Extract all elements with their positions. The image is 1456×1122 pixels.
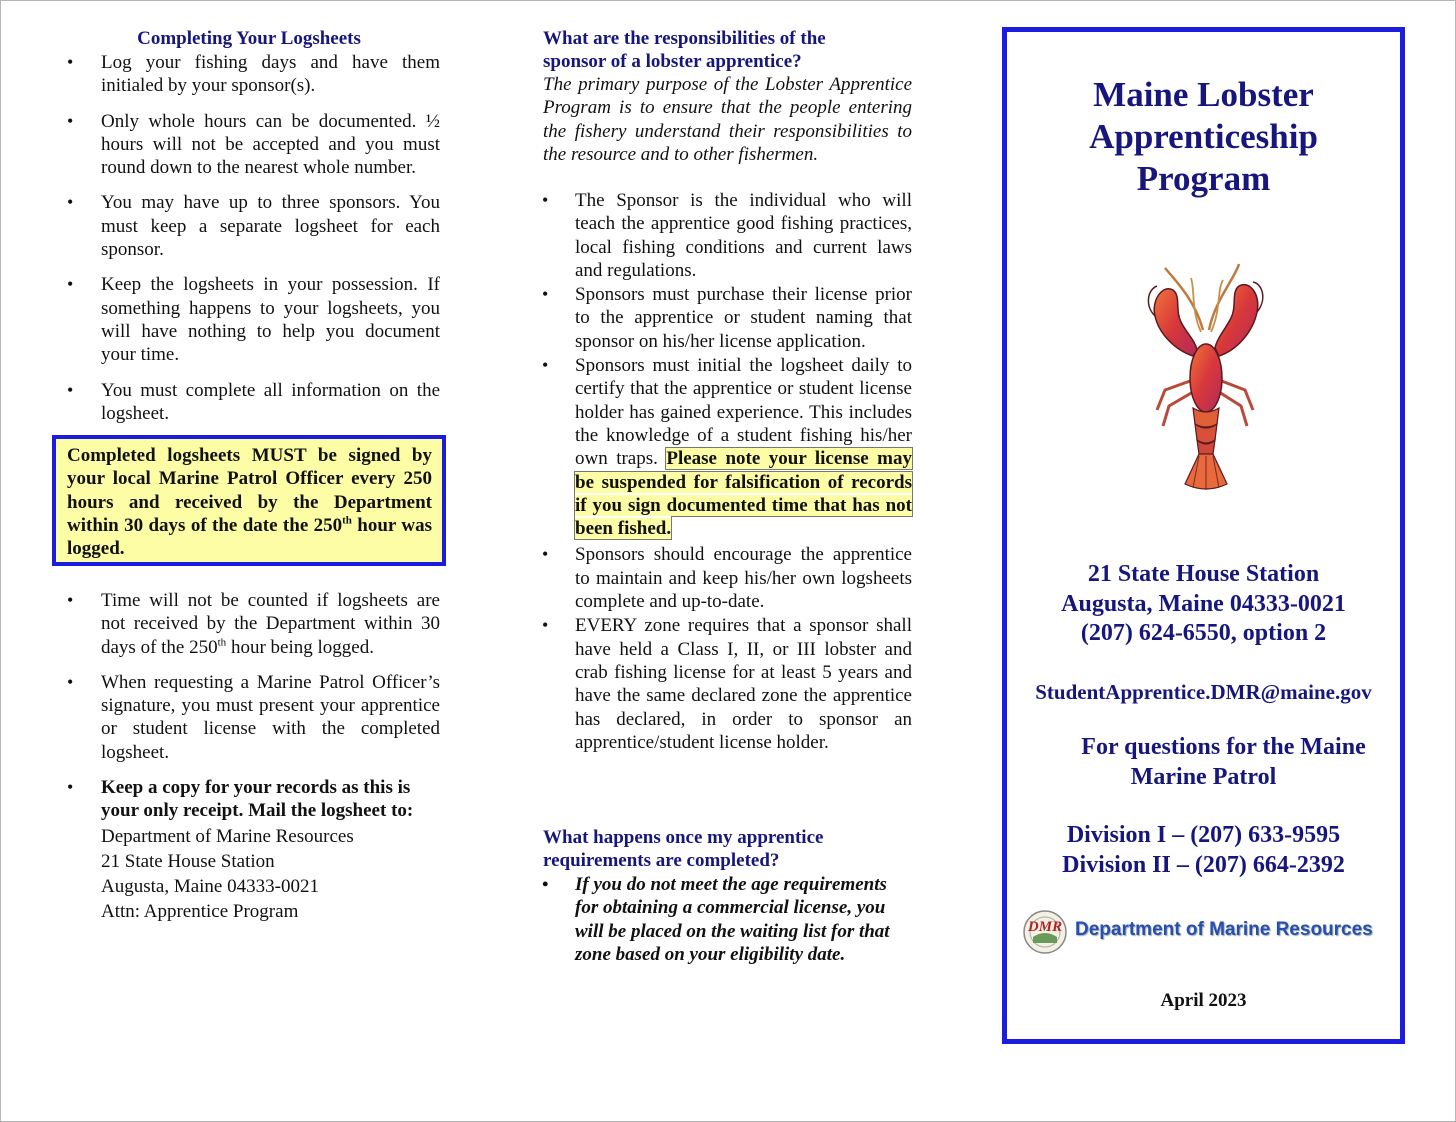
list-item: • Log your fishing days and have them initialed by your sponsor(s). — [58, 51, 440, 98]
completion-list — [540, 873, 912, 967]
heading-completing-logsheets: Completing Your Logsheets — [137, 28, 361, 49]
division-line: Division I – (207) 633-9595 — [1066, 822, 1341, 848]
marine-patrol-questions — [1007, 733, 1400, 792]
list-item — [58, 589, 440, 659]
sponsor-requirements-list — [540, 189, 912, 755]
division-line: Division II – (207) 664-2392 — [1062, 851, 1345, 878]
cover-panel — [1002, 27, 1405, 1044]
title-line: Maine Lobster — [1093, 75, 1314, 114]
keep-copy-text: Keep a copy for your records as this is your only receipt. Mail the logsheet to: — [101, 777, 414, 822]
program-purpose: The primary purpose of the Lobster Apprentice Program is to ensure that the people entering the fishery understand their responsibilities to the resource and to other fishermen. — [543, 74, 912, 165]
list-item: • If you do not meet the age requirements for obtaining a commercial license, you will be placed on the waiting list for that zone based on your eligibility date. — [540, 873, 912, 966]
notice-text: Completed logsheets MUST be signed by your local Marine Patrol Officer every 250 hours and received by the Department within 30 days of the date the 250 — [67, 445, 432, 536]
title-line: Apprenticeship — [1089, 117, 1318, 156]
initial-text: Sponsors must initial the logsheet daily to certify that the apprentice or student license holder has gained experience. This includes the knowledge of a student fishing his/her own traps. — [575, 355, 912, 470]
list-item: • Sponsors should encourage the apprentice to maintain and keep his/her own logsheets complete and up-to-date. — [540, 543, 912, 613]
list-item — [540, 354, 912, 540]
notice-text-end: hour was logged. — [67, 514, 432, 560]
address-line: Augusta, Maine 04333-0021 — [101, 875, 319, 897]
time-text: Time will not be counted if logsheets are not received by the Department within 30 days of the 250 — [101, 590, 440, 658]
address-line: 21 State House Station — [101, 850, 275, 872]
dmr-logo-text: Department of Marine Resources — [1075, 919, 1373, 940]
contact-email: StudentApprentice.DMR@maine.gov — [1035, 680, 1372, 704]
list-item: • When requesting a Marine Patrol Officer’s signature, you must present your apprentice or student license with the completed logsheet. — [58, 671, 440, 764]
dmr-logo-row — [1017, 907, 1397, 957]
falsification-warning: Please note your license may be suspended for falsification of records if you sign documented time that has not been fished. — [575, 448, 912, 540]
list-item: • You may have up to three sponsors. You must keep a separate logsheet for each sponsor. — [58, 191, 440, 261]
signature-notice-box — [52, 435, 446, 566]
program-title — [1007, 74, 1400, 200]
notice-superscript: th — [342, 514, 352, 527]
list-item: • Only whole hours can be documented. ½ hours will not be accepted and you must round down to the nearest whole number. — [58, 110, 440, 180]
time-text-end: hour being logged. — [226, 636, 374, 658]
address-line: Attn: Apprentice Program — [101, 900, 299, 922]
lobster-illustration — [1135, 260, 1275, 496]
list-item: • Keep the logsheets in your possession. If something happens to your logsheets, you will have nothing to help you document your time. — [58, 273, 440, 366]
list-item — [58, 776, 440, 924]
logsheet-instructions-list — [58, 51, 440, 437]
mailing-address — [101, 824, 440, 924]
dmr-seal-icon — [1019, 907, 1071, 955]
heading-sponsor-responsibilities: What are the responsibilities of the sponsor of a lobster apprentice? — [543, 28, 826, 72]
seal-letters: DMR — [1027, 919, 1063, 935]
address-line: Augusta, Maine 04333-0021 — [1061, 590, 1346, 617]
heading-requirements-completed: What happens once my apprentice requirements are completed? — [543, 827, 824, 871]
phone-line: (207) 624-6550, option 2 — [1080, 620, 1327, 646]
address-line: Department of Marine Resources — [101, 825, 354, 847]
time-superscript: th — [217, 636, 227, 649]
division-phone-numbers — [1007, 821, 1400, 880]
publication-date: April 2023 — [1160, 990, 1247, 1011]
address-line: 21 State House Station — [1087, 561, 1320, 587]
title-line: Program — [1136, 159, 1271, 198]
questions-line: Marine Patrol — [1130, 763, 1277, 790]
questions-line: For questions for the Maine — [1081, 734, 1366, 760]
logsheet-instructions-list-2 — [58, 589, 440, 936]
list-item: • The Sponsor is the individual who will teach the apprentice good fishing practices, local fishing conditions and current laws and regulations. — [540, 189, 912, 282]
list-item: • EVERY zone requires that a sponsor shall have held a Class I, II, or III lobster and crab fishing license for at least 5 years and have the same declared zone the apprentice has declared, in order to sponsor an apprentice/student license holder. — [540, 614, 912, 754]
list-item: • You must complete all information on the logsheet. — [58, 379, 440, 426]
list-item: • Sponsors must purchase their license prior to the apprentice or student naming that sponsor on his/her license application. — [540, 283, 912, 353]
contact-address — [1007, 560, 1400, 649]
